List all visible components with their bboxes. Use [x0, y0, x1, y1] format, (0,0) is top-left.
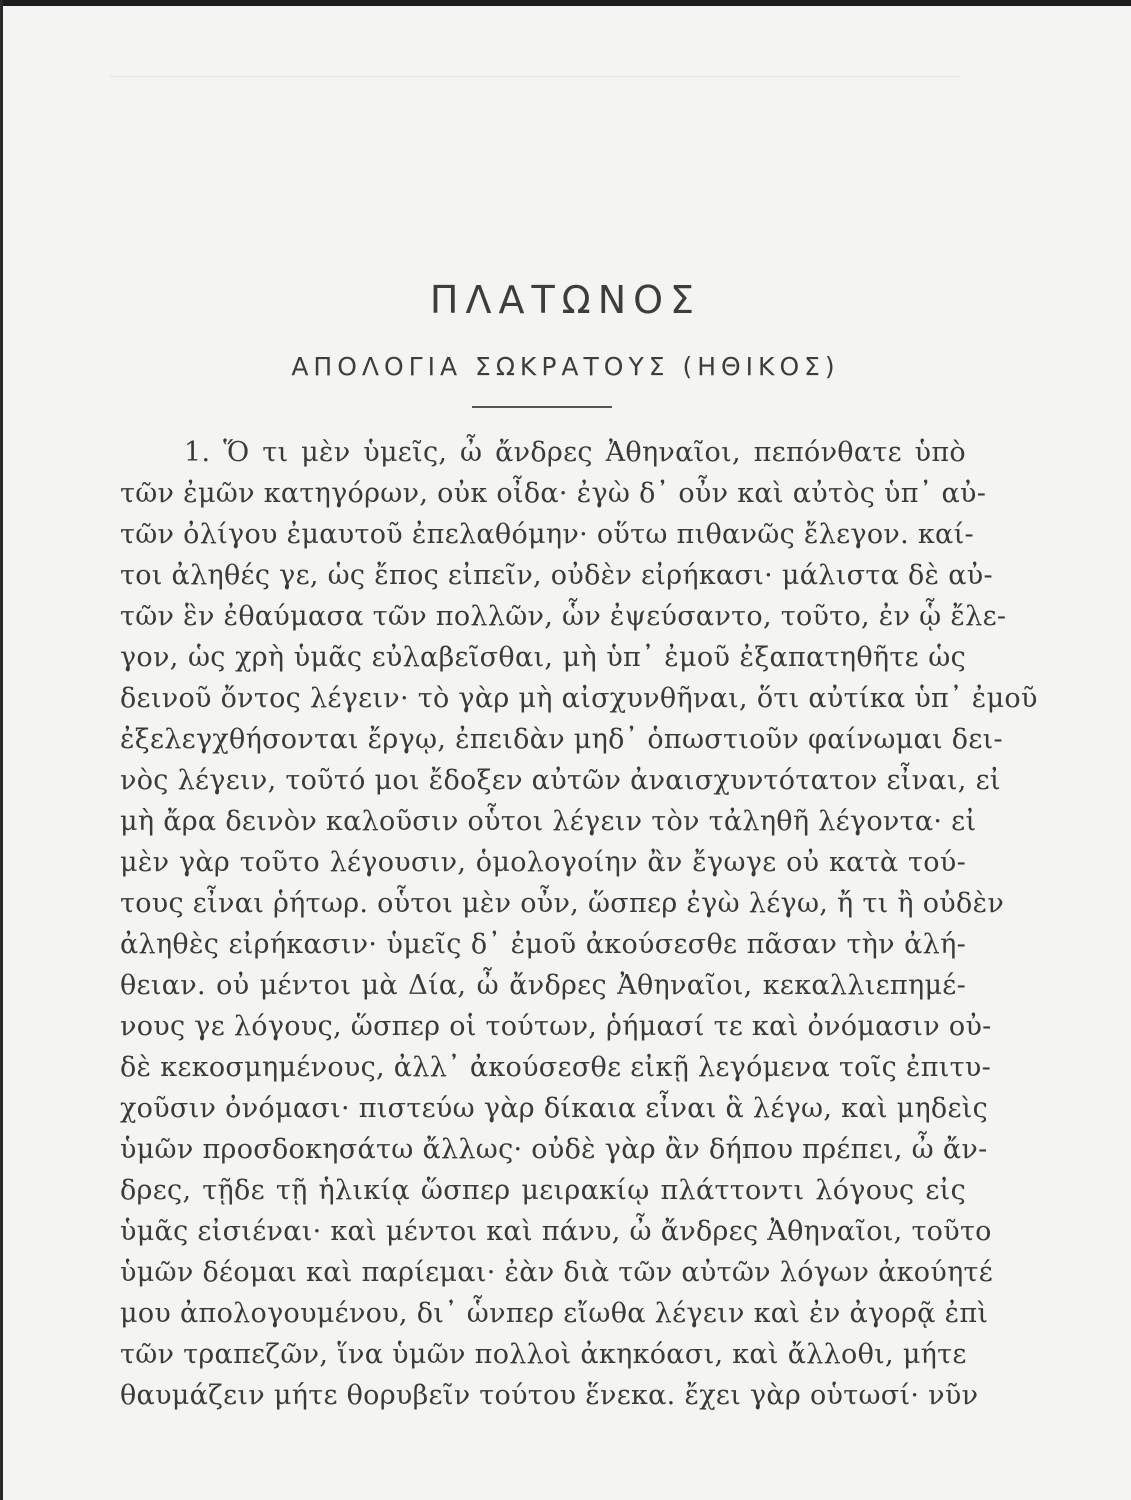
text-line: δρες, τῇδε τῇ ἡλικίᾳ ὥσπερ μειρακίῳ πλάττοντι λόγους εἰς: [120, 1175, 966, 1206]
text-line: ἀληθὲς εἰρήκασιν· ὑμεῖς δ᾽ ἐμοῦ ἀκούσεσθε πᾶσαν τὴν ἀλή-: [120, 929, 966, 960]
text-line: τῶν τραπεζῶν, ἵνα ὑμῶν πολλοὶ ἀκηκόασι, καὶ ἄλλοθι, μήτε: [120, 1339, 967, 1370]
text-line: τους εἶναι ῥήτωρ. οὗτοι μὲν οὖν, ὥσπερ ἐγὼ λέγω, ἤ τι ἢ οὐδὲν: [120, 888, 1005, 919]
text-line: δὲ κεκοσμημένους, ἀλλ᾽ ἀκούσεσθε εἰκῇ λεγόμενα τοῖς ἐπιτυ-: [120, 1052, 992, 1083]
text-line: νους γε λόγους, ὥσπερ οἱ τούτων, ῥήμασί τε καὶ ὀνόμασιν οὐ-: [120, 1011, 992, 1042]
text-line: νὸς λέγειν, τοῦτό μοι ἔδοξεν αὐτῶν ἀναισχυντότατον εἶναι, εἰ: [120, 765, 1001, 796]
text-line: τῶν ὀλίγου ἐμαυτοῦ ἐπελαθόμην· οὕτω πιθανῶς ἔλεγον. καί-: [120, 519, 974, 550]
text-line: χοῦσιν ὀνόμασι· πιστεύω γὰρ δίκαια εἶναι ἃ λέγω, καὶ μηδεὶς: [120, 1093, 989, 1124]
page-top-edge: [0, 0, 1131, 6]
text-line: θαυμάζειν μήτε θορυβεῖν τούτου ἕνεκα. ἔχει γὰρ οὑτωσί· νῦν: [120, 1380, 979, 1411]
text-line: μὴ ἄρα δεινὸν καλοῦσιν οὗτοι λέγειν τὸν τἀληθῆ λέγοντα· εἰ: [120, 806, 977, 837]
text-line: μὲν γὰρ τοῦτο λέγουσιν, ὁμολογοίην ἂν ἔγωγε οὐ κατὰ τού-: [120, 847, 966, 878]
text-line: μου ἀπολογουμένου, δι᾽ ὧνπερ εἴωθα λέγειν καὶ ἐν ἀγορᾷ ἐπὶ: [120, 1298, 989, 1329]
page-left-edge: [0, 0, 3, 1500]
text-line: ὑμᾶς εἰσιέναι· καὶ μέντοι καὶ πάνυ, ὦ ἄνδρες Ἀθηναῖοι, τοῦτο: [120, 1216, 992, 1247]
text-line: τῶν ἓν ἐθαύμασα τῶν πολλῶν, ὧν ἐψεύσαντο, τοῦτο, ἐν ᾧ ἔλε-: [120, 601, 1007, 632]
page-subtitle: ΑΠΟΛΟΓΙΑ ΣΩΚΡΑΤΟΥΣ (ΗΘΙΚΟΣ): [291, 352, 840, 381]
text-line: τῶν ἐμῶν κατηγόρων, οὐκ οἶδα· ἐγὼ δ᾽ οὖν καὶ αὐτὸς ὑπ᾽ αὐ-: [120, 478, 987, 509]
text-line: ὑμῶν δέομαι καὶ παρίεμαι· ἐὰν διὰ τῶν αὐτῶν λόγων ἀκούητέ: [120, 1257, 994, 1288]
text-line: 1. Ὅ τι μὲν ὑμεῖς, ὦ ἄνδρες Ἀθηναῖοι, πεπόνθατε ὑπὸ: [184, 437, 966, 468]
title-rule: [472, 406, 612, 408]
text-line: θειαν. οὐ μέντοι μὰ Δία, ὦ ἄνδρες Ἀθηναῖοι, κεκαλλιεπημέ-: [120, 970, 966, 1001]
bleed-through-line: [110, 76, 960, 77]
text-line: τοι ἀληθές γε, ὡς ἔπος εἰπεῖν, οὐδὲν εἰρήκασι· μάλιστα δὲ αὐ-: [120, 560, 993, 591]
page-title: ΠΛΑΤΩΝΟΣ: [429, 278, 702, 322]
text-line: δεινοῦ ὄντος λέγειν· τὸ γὰρ μὴ αἰσχυνθῆναι, ὅτι αὐτίκα ὑπ᾽ ἐμοῦ: [120, 683, 1038, 714]
text-line: ὑμῶν προσδοκησάτω ἄλλως· οὐδὲ γὰρ ἂν δήπου πρέπει, ὦ ἄν-: [120, 1134, 988, 1165]
text-line: ἐξελεγχθήσονται ἔργῳ, ἐπειδὰν μηδ᾽ ὁπωστιοῦν φαίνωμαι δει-: [120, 724, 1003, 755]
text-line: γον, ὡς χρὴ ὑμᾶς εὐλαβεῖσθαι, μὴ ὑπ᾽ ἐμοῦ ἐξαπατηθῆτε ὡς: [120, 642, 966, 673]
body-text: [120, 432, 1038, 1416]
